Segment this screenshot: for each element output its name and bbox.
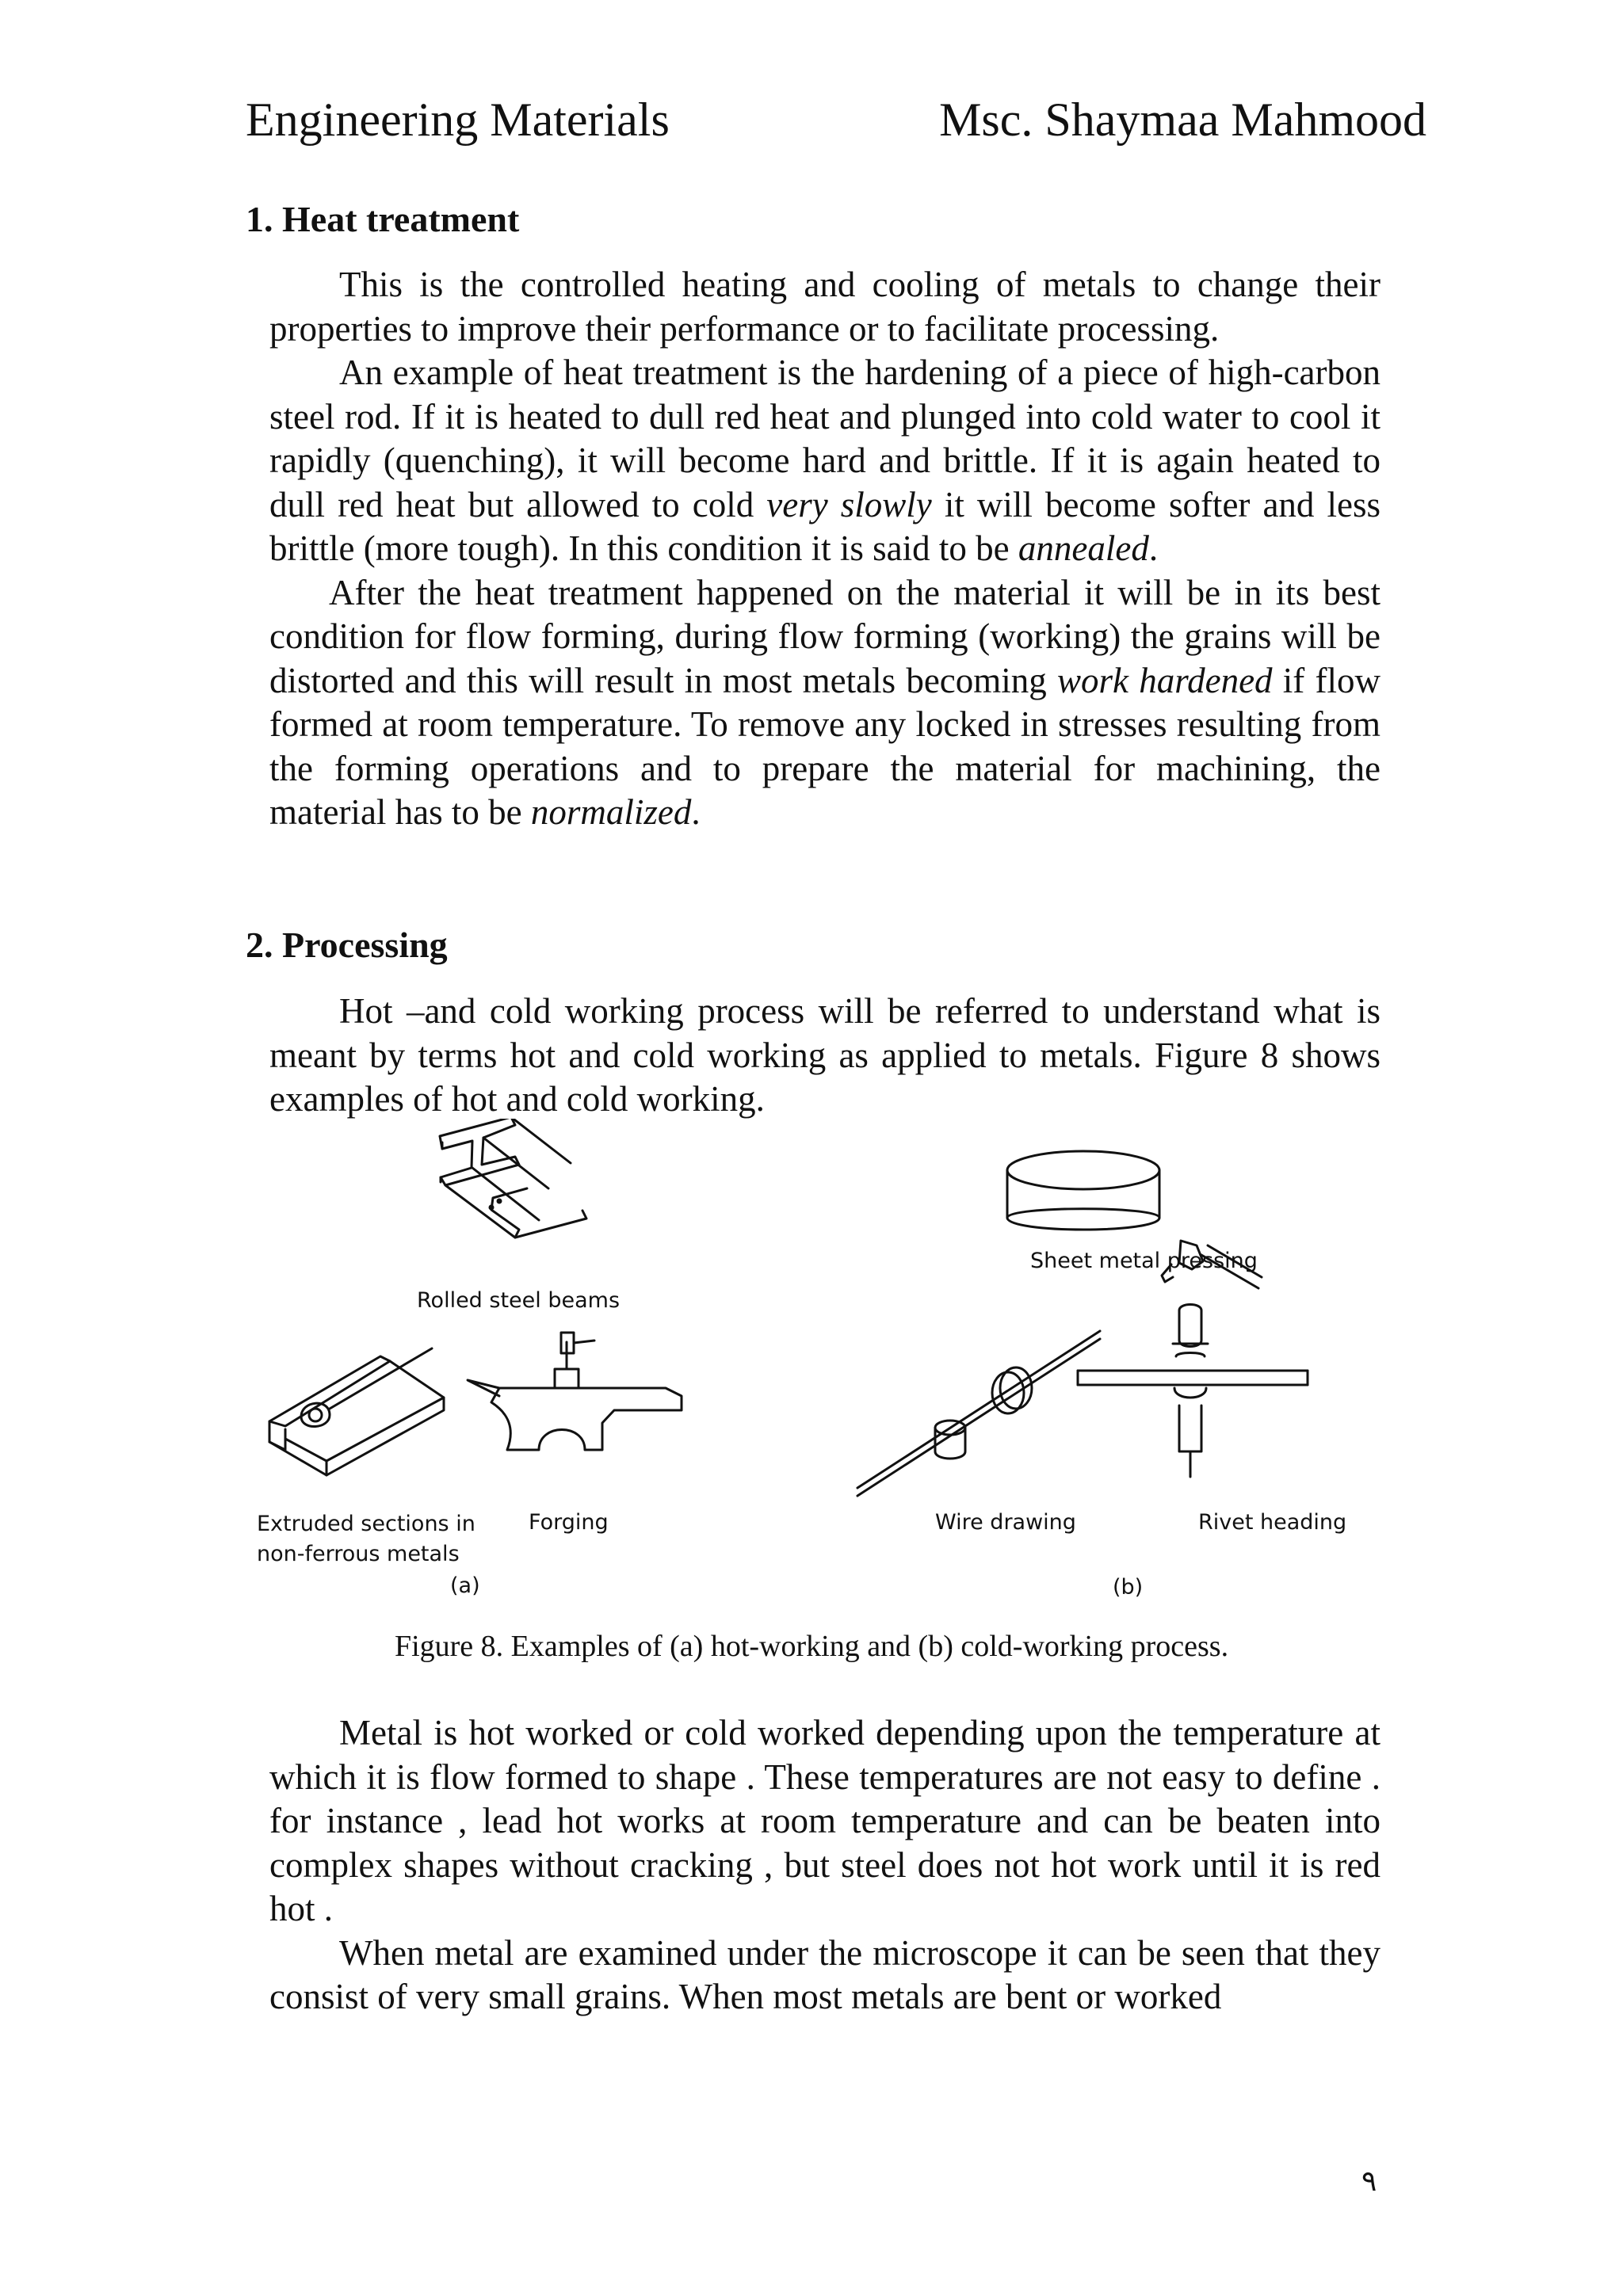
sheet-metal-pressing-icon bbox=[1007, 1151, 1159, 1230]
forging-anvil-icon bbox=[468, 1333, 682, 1450]
header-author: Msc. Shaymaa Mahmood bbox=[939, 93, 1426, 146]
label-extruded-2: non-ferrous metals bbox=[257, 1542, 460, 1566]
label-rivet-heading: Rivet heading bbox=[1198, 1510, 1347, 1535]
label-part-a: (a) bbox=[450, 1573, 480, 1598]
extruded-section-icon bbox=[269, 1348, 444, 1475]
label-rolled-steel-beams: Rolled steel beams bbox=[417, 1288, 621, 1313]
rolled-steel-beam-icon bbox=[440, 1119, 586, 1238]
label-forging: Forging bbox=[529, 1510, 609, 1535]
section-heading-processing: 2. Processing bbox=[246, 925, 448, 965]
paragraph: This is the controlled heating and cooling of metals to change their properties to improve their performance or to facilitate processing. bbox=[269, 265, 1381, 349]
section-working-body bbox=[269, 1711, 1381, 2019]
label-wire-drawing: Wire drawing bbox=[935, 1510, 1076, 1535]
section-heat-treatment-body bbox=[269, 263, 1381, 835]
figure-caption: Figure 8. Examples of (a) hot-working and (b) cold-working process. bbox=[394, 1630, 1229, 1663]
figure-illustration bbox=[254, 1119, 1387, 1610]
paragraph: After the heat treatment happened on the material it will be in its best condition for flow forming, during flow forming (working) the grains will be distorted and this will result in most metals becoming work hardened if flow formed at room temperature. To remove any locked in stresses resulting from the forming operations and to prepare the material for machining, the material has to be normalized. bbox=[269, 572, 1381, 832]
section-heading-heat-treatment: 1. Heat treatment bbox=[246, 199, 520, 239]
label-part-b: (b) bbox=[1113, 1575, 1144, 1600]
header-title: Engineering Materials bbox=[246, 93, 670, 146]
figure-hot-cold-working bbox=[254, 1119, 1387, 1610]
paragraph: When metal are examined under the microscope it can be seen that they consist of very small grains. When most metals are bent or worked bbox=[269, 1932, 1381, 2016]
paragraph: Hot –and cold working process will be referred to understand what is meant by terms hot and cold working as applied to metals. Figure 8 shows examples of hot and cold working. bbox=[269, 991, 1381, 1119]
wire-drawing-icon bbox=[857, 1331, 1100, 1496]
section-processing-body bbox=[269, 990, 1381, 1122]
rivet-heading-icon bbox=[1078, 1241, 1308, 1477]
label-sheet-metal-pressing: Sheet metal pressing bbox=[1030, 1249, 1258, 1273]
label-extruded-1: Extruded sections in bbox=[257, 1512, 475, 1536]
page-number: ٩ bbox=[1361, 2165, 1377, 2197]
paragraph: Metal is hot worked or cold worked depending upon the temperature at which it is flow formed to shape . These temperatures are not easy to define . for instance , lead hot works at room temperature and can be beaten into complex shapes without cracking , but steel does not hot work until it is red hot . bbox=[269, 1713, 1381, 1928]
paragraph: An example of heat treatment is the hardening of a piece of high-carbon steel rod. If it is heated to dull red heat and plunged into cold water to cool it rapidly (quenching), it will become hard and brittle. If it is again heated to dull red heat but allowed to cold very slowly it will become softer and less brittle (more tough). In this condition it is said to be annealed. bbox=[269, 353, 1381, 568]
